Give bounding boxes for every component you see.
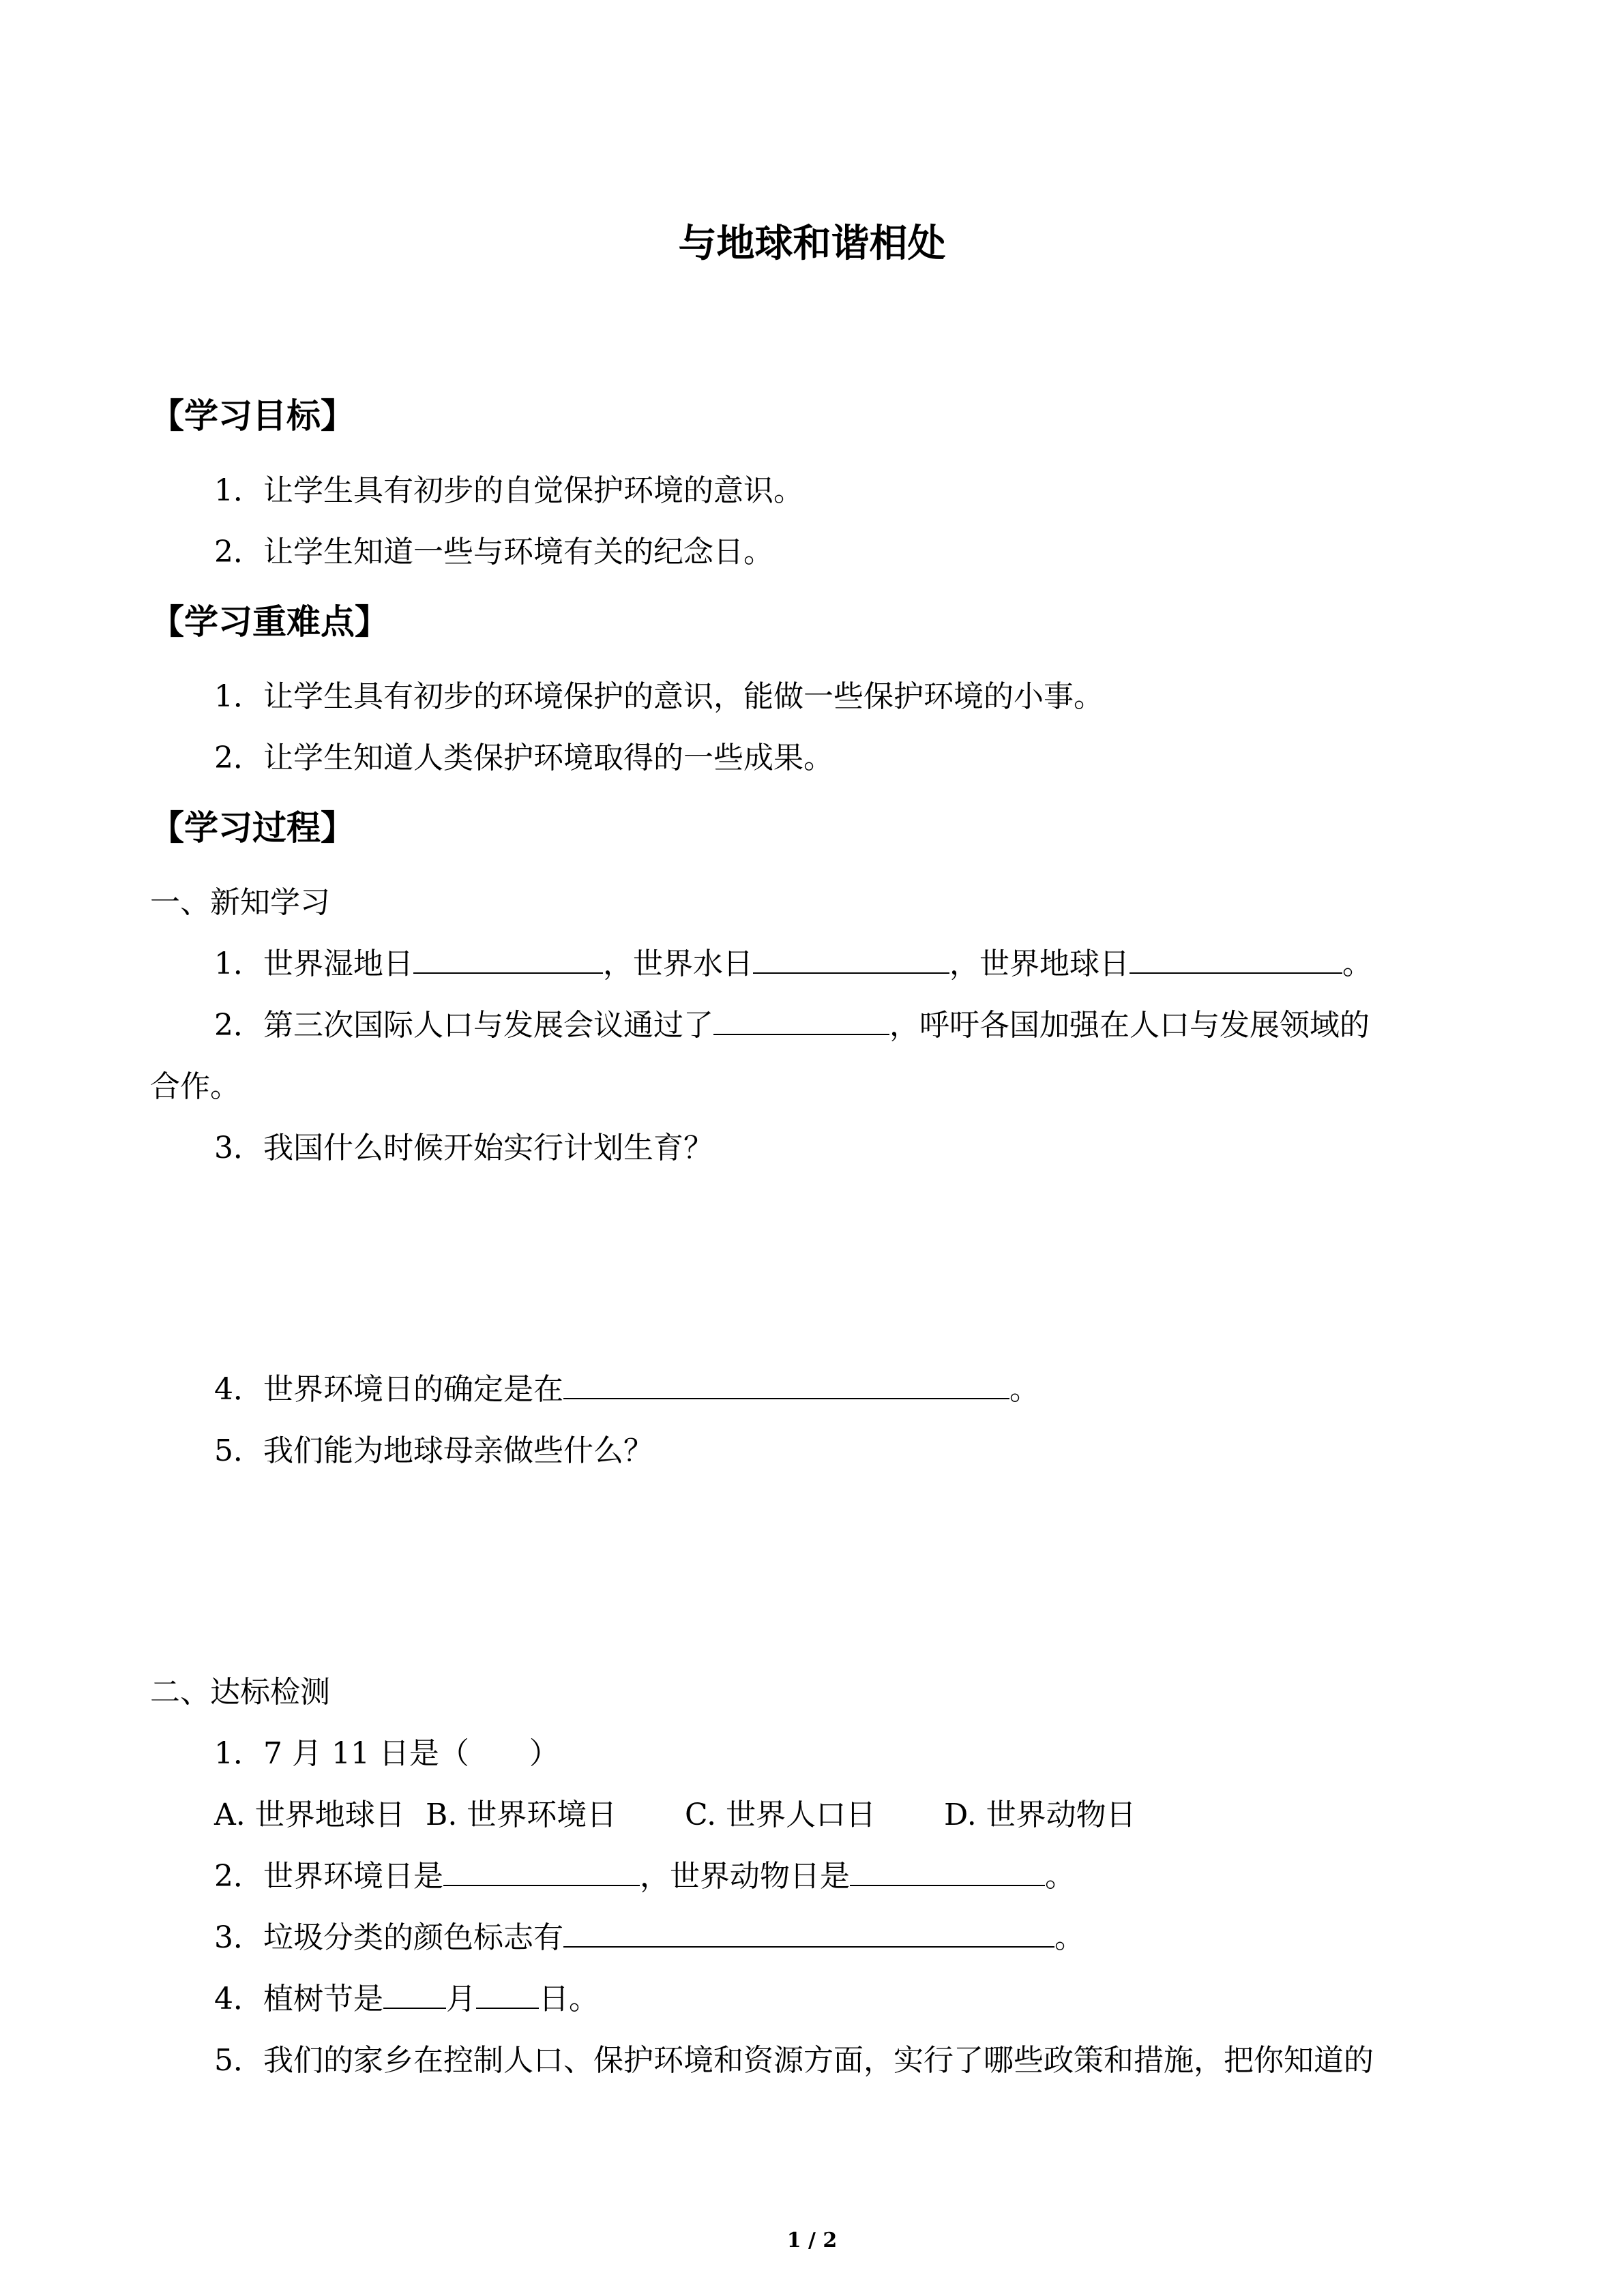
answer-blank[interactable]	[413, 945, 603, 974]
part1-question-1: 1．世界湿地日 ，世界水日 ，世界地球日 。	[214, 946, 1372, 981]
option-c[interactable]: C. 世界人口日	[685, 1798, 876, 1832]
part2-question-3: 3．垃圾分类的颜色标志有 。	[214, 1920, 1084, 1955]
goal-item-1: 1．让学生具有初步的自觉保护环境的意识。	[214, 473, 803, 508]
answer-blank[interactable]	[850, 1858, 1045, 1886]
section-process-heading: 【学习过程】	[150, 808, 355, 848]
key-point-item-1: 1．让学生具有初步的环境保护的意识，能做一些保护环境的小事。	[214, 679, 1104, 714]
answer-blank[interactable]	[563, 1919, 1054, 1948]
part1-question-3: 3．我国什么时候开始实行计划生育？	[214, 1131, 713, 1165]
key-point-item-2: 2．让学生知道人类保护环境取得的一些成果。	[214, 741, 833, 775]
part2-question-4: 4．植树节是 月 日。	[214, 1982, 599, 2016]
part1-question-5: 5．我们能为地球母亲做些什么？	[214, 1433, 653, 1468]
part2-question-2: 2．世界环境日是 ，世界动物日是 。	[214, 1859, 1075, 1894]
part2-question-1-options	[214, 1796, 1136, 1834]
part2-question-5: 5．我们的家乡在控制人口、保护环境和资源方面，实行了哪些政策和措施，把你知道的	[214, 2043, 1374, 2078]
answer-blank[interactable]	[563, 1371, 1009, 1399]
part1-question-2-continued: 合作。	[150, 1069, 240, 1104]
goal-item-2: 2．让学生知道一些与环境有关的纪念日。	[214, 535, 773, 569]
option-b[interactable]: B. 世界环境日	[426, 1798, 617, 1832]
part2-heading: 二、达标检测	[150, 1675, 330, 1710]
section-goals-heading: 【学习目标】	[150, 396, 355, 436]
part1-heading: 一、新知学习	[150, 885, 330, 920]
option-a[interactable]: A. 世界地球日	[214, 1798, 405, 1832]
answer-blank[interactable]	[1130, 945, 1342, 974]
part1-question-2: 2．第三次国际人口与发展会议通过了 ，呼吁各国加强在人口与发展领域的	[214, 1008, 1370, 1043]
answer-blank[interactable]	[753, 945, 949, 974]
answer-blank[interactable]	[383, 1980, 446, 2009]
answer-blank[interactable]	[476, 1980, 539, 2009]
section-key-points-heading: 【学习重难点】	[150, 602, 389, 642]
answer-blank[interactable]	[713, 1007, 889, 1035]
part2-question-1: 1．7 月 11 日是（ ）	[214, 1736, 559, 1771]
answer-blank[interactable]	[443, 1858, 640, 1886]
option-d[interactable]: D. 世界动物日	[944, 1798, 1136, 1832]
part1-question-4: 4．世界环境日的确定是在 。	[214, 1372, 1039, 1407]
page-title: 与地球和谐相处	[678, 222, 946, 266]
page-number: 1 / 2	[786, 2228, 838, 2252]
